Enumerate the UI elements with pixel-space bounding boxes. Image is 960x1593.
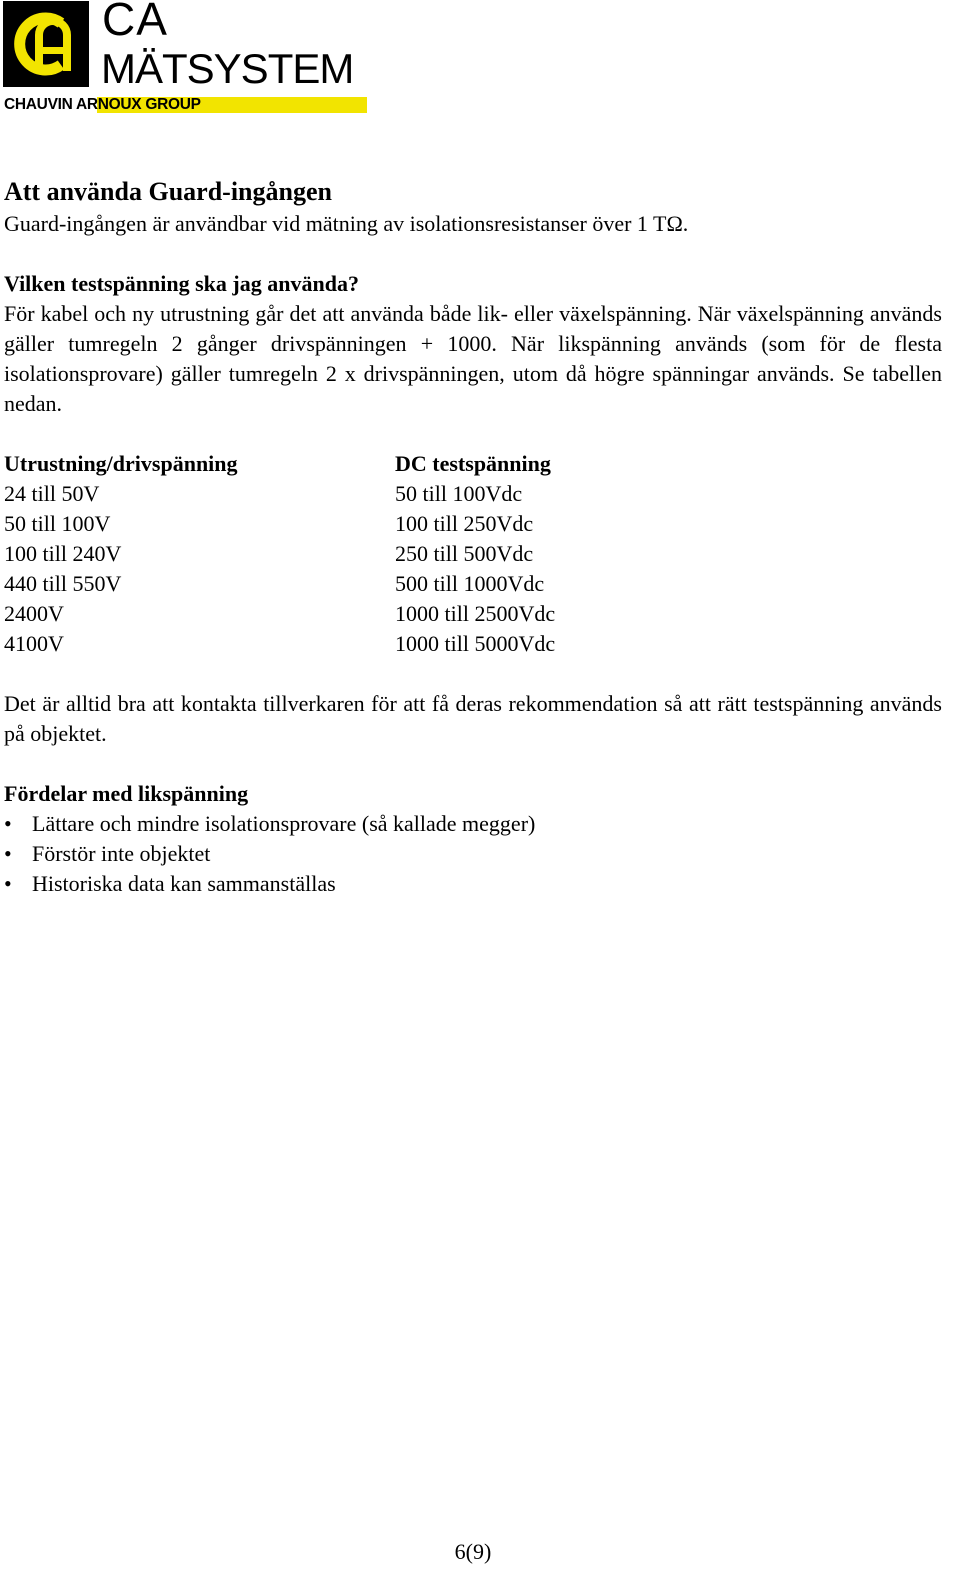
table-cell-equipment: 24 till 50V — [4, 481, 100, 506]
test-voltage-paragraph: För kabel och ny utrustning går det att använda både lik- eller växelspänning. När växelspänning används gäller tumregeln 2 gånger drivspänningen + 1000. När likspänning används (som för de flesta isolationsprovare) gäller tumregeln 2 x drivspänningen, utom då högre spänningar används. Se tabellen nedan. — [4, 301, 942, 416]
manufacturer-note: Det är alltid bra att kontakta tillverkaren för att få deras rekommendation så att rätt testspänning används på objektet. — [4, 691, 942, 746]
bullet-icon: • — [4, 871, 12, 896]
table-cell-dc-test: 50 till 100Vdc — [395, 481, 523, 506]
section-title-test-voltage: Vilken testspänning ska jag använda? — [4, 271, 359, 296]
voltage-table — [4, 449, 942, 659]
table-cell-dc-test: 500 till 1000Vdc — [395, 571, 545, 596]
table-cell-dc-test: 1000 till 2500Vdc — [395, 601, 556, 626]
list-item — [4, 809, 942, 839]
logo-group-text: CHAUVIN ARNOUX GROUP — [4, 96, 201, 113]
company-logo — [0, 0, 370, 118]
table-cell-dc-test: 250 till 500Vdc — [395, 541, 534, 566]
logo-text-matsystem: MÄTSYSTEM — [101, 45, 354, 92]
advantages-list — [4, 809, 942, 899]
table-cell-equipment: 100 till 240V — [4, 541, 122, 566]
table-cell-equipment: 4100V — [4, 631, 64, 656]
list-item — [4, 839, 942, 869]
logo-text-ca: CA — [102, 0, 168, 45]
page-number: 6(9) — [454, 1539, 492, 1564]
bullet-icon: • — [4, 841, 12, 866]
bullet-icon: • — [4, 811, 12, 836]
table-cell-dc-test: 1000 till 5000Vdc — [395, 631, 556, 656]
table-header-dc-test: DC testspänning — [395, 451, 551, 476]
list-item — [4, 869, 942, 899]
guard-paragraph: Guard-ingången är användbar vid mätning av isolationsresistanser över 1 TΩ. — [4, 211, 689, 236]
table-cell-dc-test: 100 till 250Vdc — [395, 511, 534, 536]
list-item-text: Förstör inte objektet — [32, 841, 211, 866]
section-title-guard: Att använda Guard-ingången — [4, 177, 332, 206]
table-header-equipment: Utrustning/drivspänning — [4, 451, 238, 476]
table-cell-equipment: 440 till 550V — [4, 571, 122, 596]
table-cell-equipment: 2400V — [4, 601, 64, 626]
document-body — [4, 175, 942, 899]
list-item-text: Historiska data kan sammanställas — [32, 871, 336, 896]
table-cell-equipment: 50 till 100V — [4, 511, 111, 536]
ca-logo-mark-icon — [3, 1, 89, 87]
list-item-text: Lättare och mindre isolationsprovare (så kallade megger) — [32, 811, 536, 836]
section-title-dc-advantages: Fördelar med likspänning — [4, 781, 249, 806]
